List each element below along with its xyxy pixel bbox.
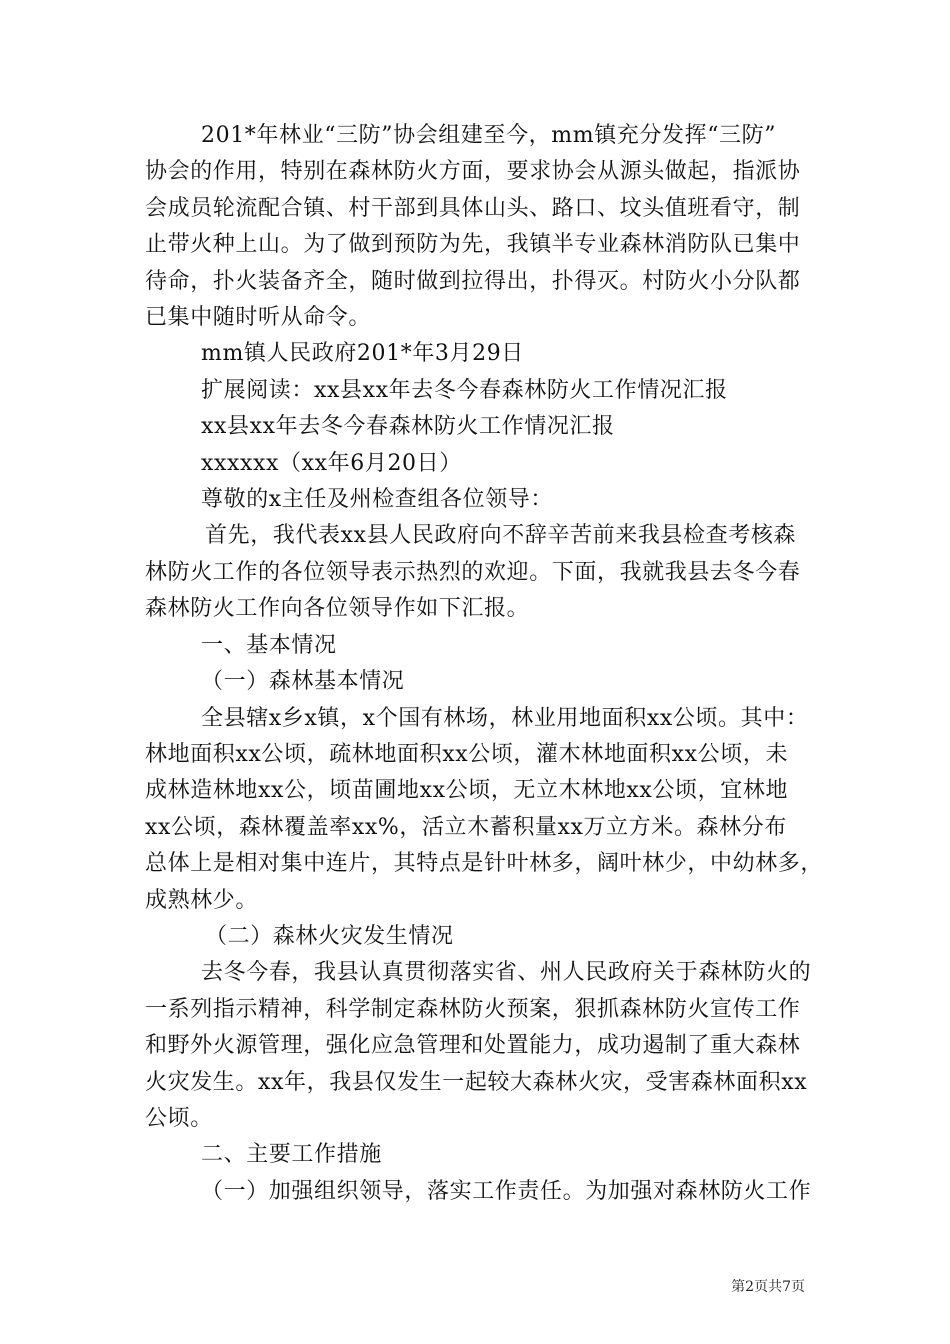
text-line: 公顷。: [145, 1105, 213, 1131]
text-line: 一、基本情况: [201, 632, 337, 658]
text-line: 成林造林地xx公，顷苗圃地xx公顷，无立木林地xx公顷，宜林地: [145, 778, 789, 804]
text-line: xx县xx年去冬今春森林防火工作情况汇报: [201, 414, 615, 440]
text-line: mm镇人民政府201*年3月29日: [201, 341, 524, 367]
text-line: xx公顷，森林覆盖率xx%，活立木蓄积量xx万立方米。森林分布: [145, 814, 787, 840]
document-body: [145, 118, 824, 1210]
text-line: 去冬今春，我县认真贯彻落实省、州人民政府关于森林防火的: [201, 960, 812, 986]
text-line: 止带火种上山。为了做到预防为先，我镇半专业森林消防队已集中: [145, 232, 801, 258]
text-line: 尊敬的x主任及州检查组各位领导：: [201, 487, 554, 513]
text-line: 总体上是相对集中连片，其特点是针叶林多，阔叶林少，中幼林多，: [145, 851, 824, 877]
text-line: 火灾发生。xx年，我县仅发生一起较大森林火灾，受害森林面积xx: [145, 1069, 808, 1095]
text-line: xxxxxx（xx年6月20日）: [201, 450, 462, 476]
text-line: 一系列指示精神，科学制定森林防火预案，狠抓森林防火宣传工作: [145, 996, 801, 1022]
text-line: （一）加强组织领导，落实工作责任。为加强对森林防火工作: [201, 1178, 812, 1204]
text-line: 会成员轮流配合镇、村干部到具体山头、路口、坟头值班看守，制: [145, 195, 801, 221]
text-line: 待命，扑火装备齐全，随时做到拉得出，扑得灭。村防火小分队都: [145, 268, 801, 294]
text-line: 和野外火源管理，强化应急管理和处置能力，成功遏制了重大森林: [145, 1033, 801, 1059]
text-line: 林防火工作的各位领导表示热烈的欢迎。下面，我就我县去冬今春: [145, 559, 801, 585]
text-line: 首先，我代表xx县人民政府向不辞辛苦前来我县检查考核森: [205, 523, 797, 549]
text-line: （二）森林火灾发生情况: [205, 923, 454, 949]
text-line: 201*年林业“三防”协会组建至今，mm镇充分发挥“三防”: [201, 123, 777, 148]
text-line: 森林防火工作向各位领导作如下汇报。: [145, 596, 530, 622]
text-line: 协会的作用，特别在森林防火方面，要求协会从源头做起，指派协: [145, 159, 801, 185]
page-number: 第2页共7页: [731, 1279, 805, 1295]
text-line: 全县辖x乡x镇，x个国有林场，林业用地面积xx公顷。其中：: [201, 705, 809, 731]
text-line: 林地面积xx公顷，疏林地面积xx公顷，灌木林地面积xx公顷，未: [145, 741, 789, 767]
text-line: 二、主要工作措施: [201, 1142, 382, 1168]
text-line: 已集中随时听从命令。: [145, 305, 372, 331]
text-line: （一）森林基本情况: [201, 669, 405, 695]
text-line: 扩展阅读：xx县xx年去冬今春森林防火工作情况汇报: [201, 377, 728, 403]
text-line: 成熟林少。: [145, 887, 259, 913]
